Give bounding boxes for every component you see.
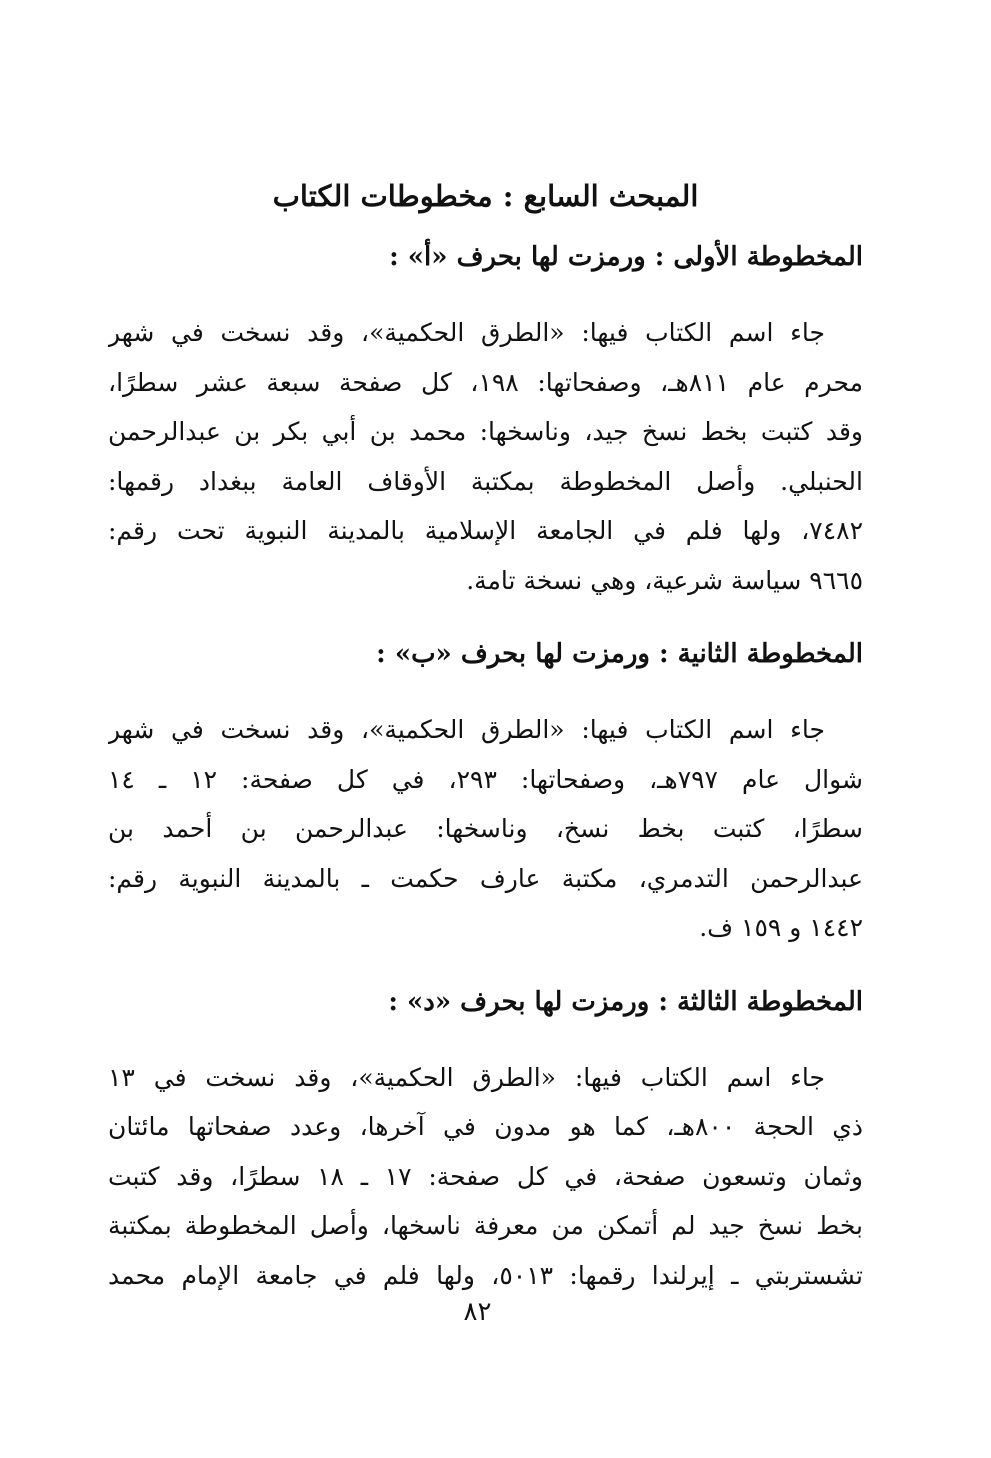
manuscript-2-heading: المخطوطة الثانية : ورمزت لها بحرف «ب» : [376, 639, 863, 669]
paragraph-line: الحنبلي. وأصل المخطوطة بمكتبة الأوقاف العامة ببغداد رقمها: [108, 466, 863, 496]
paragraph-line: عبدالرحمن التدمري، مكتبة عارف حكمت ـ بالمدينة النبوية رقم: [108, 863, 863, 893]
paragraph-line: ٩٦٦٥ سياسة شرعية، وهي نسخة تامة. [466, 565, 863, 595]
paragraph-line: ١٤٤٢ و ١٥٩ ف. [699, 913, 863, 942]
paragraph-line: ٧٤٨٢، ولها فلم في الجامعة الإسلامية بالمدينة النبوية تحت رقم: [108, 516, 863, 545]
paragraph-line: سطرًا، كتبت بخط نسخ، وناسخها: عبدالرحمن بن أحمد بن [108, 814, 863, 843]
paragraph-line: جاء اسم الكتاب فيها: «الطرق الحكمية»، وقد نسخت في شهر [108, 318, 825, 347]
manuscript-1-heading: المخطوطة الأولى : ورمزت لها بحرف «أ» : [389, 242, 863, 272]
page-number: ٨٢ [463, 1297, 492, 1327]
paragraph-line: محرم عام ٨١١هـ، وصفحاتها: ١٩٨، كل صفحة سبعة عشر سطرًا، [108, 367, 863, 397]
paragraph-line: جاء اسم الكتاب فيها: «الطرق الحكمية»، وقد نسخت في شهر [108, 715, 825, 744]
paragraph-line: جاء اسم الكتاب فيها: «الطرق الحكمية»، وقد نسخت في ١٣ [108, 1062, 825, 1092]
manuscript-3-paragraph [108, 1053, 863, 1301]
paragraph-line: شوال عام ٧٩٧هـ، وصفحاتها: ٢٩٣، في كل صفحة: ١٢ ـ ١٤ [108, 764, 863, 794]
section-heading: المبحث السابع : مخطوطات الكتاب [272, 179, 699, 213]
manuscript-1-paragraph [108, 308, 863, 605]
paragraph-line: تشستربتي ـ إيرلندا رقمها: ٥٠١٣، ولها فلم في جامعة الإمام محمد [108, 1260, 863, 1290]
paragraph-line: وقد كتبت بخط نسخ جيد، وناسخها: محمد بن أبي بكر بن عبدالرحمن [108, 417, 863, 446]
paragraph-line: وثمان وتسعون صفحة، في كل صفحة: ١٧ ـ ١٨ سطرًا، وقد كتبت [108, 1161, 863, 1191]
manuscript-2-paragraph [108, 705, 863, 953]
page-content [108, 168, 863, 1324]
paragraph-line: ذي الحجة ٨٠٠هـ، كما هو مدون في آخرها، وعدد صفحاتها مائتان [108, 1112, 863, 1141]
paragraph-line: بخط نسخ جيد لم أتمكن من معرفة ناسخها، وأصل المخطوطة بمكتبة [108, 1211, 863, 1240]
manuscript-3-heading: المخطوطة الثالثة : ورمزت لها بحرف «د» : [388, 986, 863, 1017]
